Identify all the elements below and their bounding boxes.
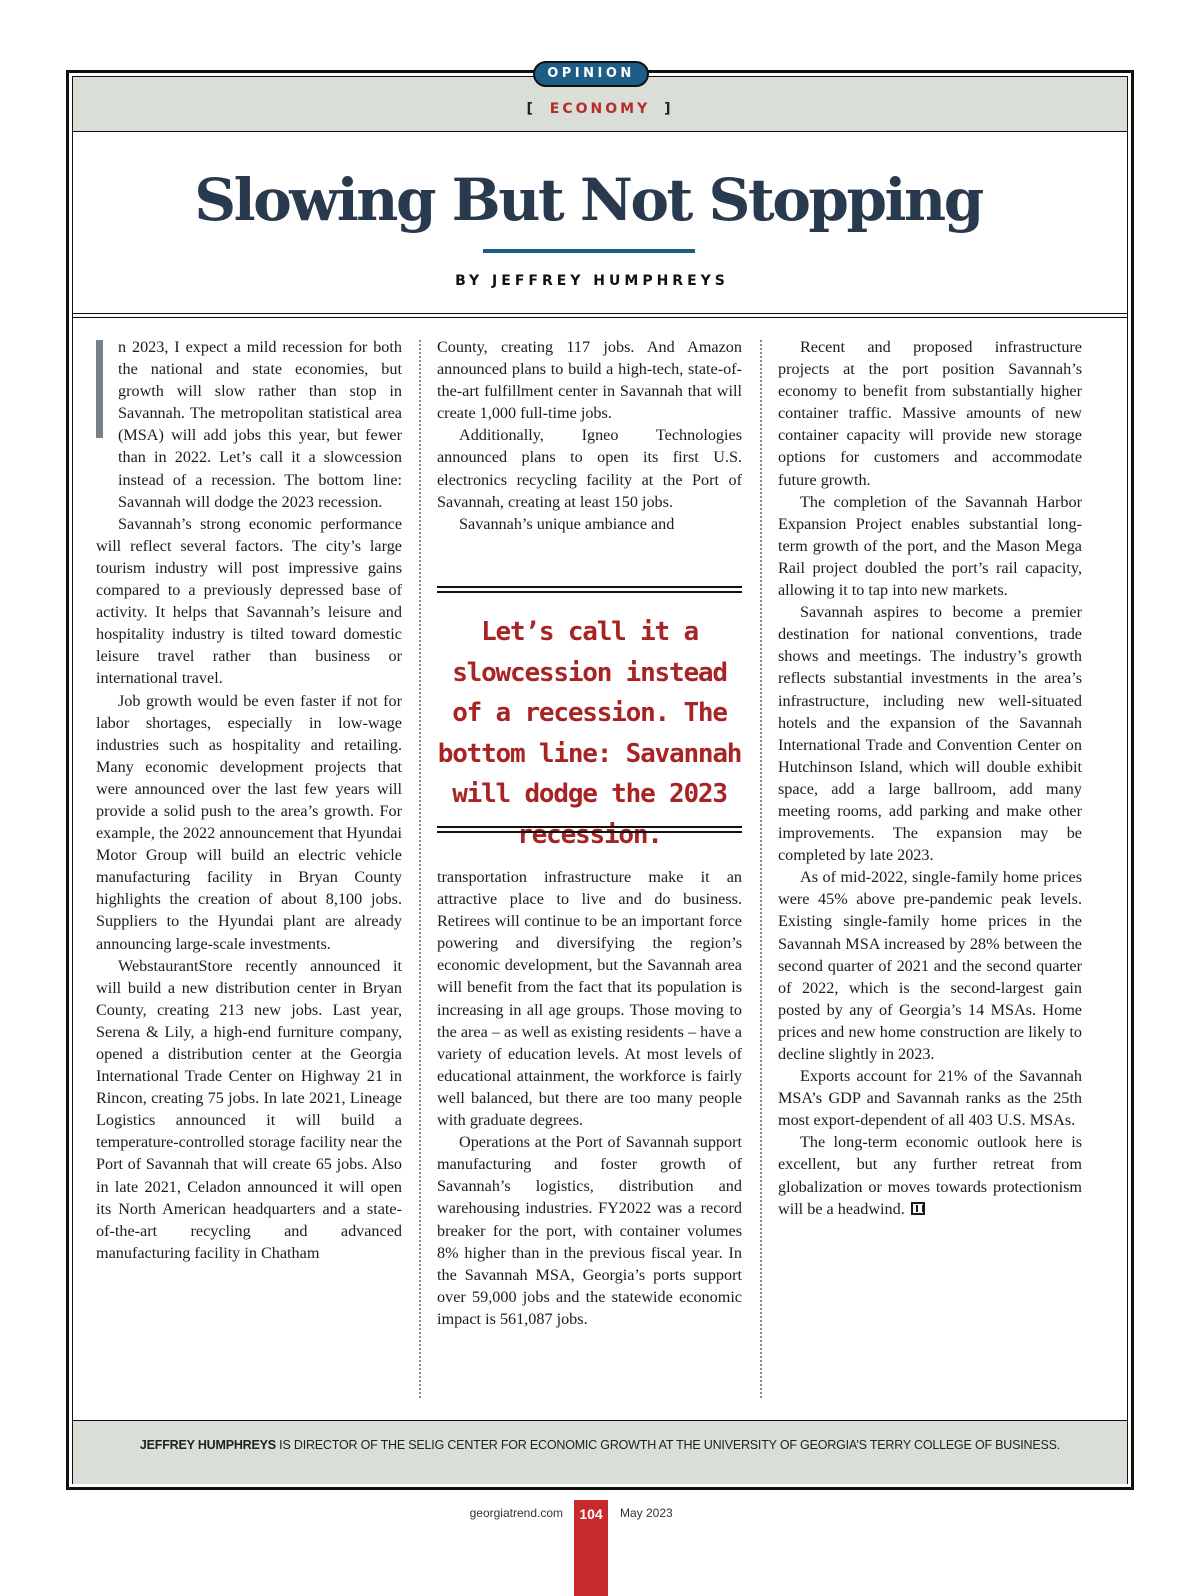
page-number: 104 [574, 1500, 608, 1596]
author-bio [73, 1438, 1127, 1452]
paragraph: Savannah aspires to become a premier destination for national conventions, trade shows and meetings. The industry’s growth reflects substantial investments in the area’s infrastructure, including new well-situated hotels and the expansion of the Savannah International Trade and Convention Center on Hutchinson Island, which will double exhibit space, add a large ballroom, add many meeting rooms, add parking and make other improvements. The expansion may be completed by late 2023. [778, 603, 1082, 865]
paragraph: n 2023, I expect a mild recession for both the national and state economies, but growth will slow rather than stop in Savannah. The metropolitan statistical area (MSA) will add jobs this year, but fewer than in 2022. Let’s call it a slowcession instead of a recession. The bottom line: Savannah will dodge the 2023 recession. [118, 338, 402, 511]
column-divider [419, 340, 421, 1398]
paragraph: As of mid-2022, single-family home prices were 45% above pre-pandemic peak levels. Existing single-family home prices in the Savannah MSA increased by 28% between the second quarter of 2021 and the second quarter of 2022, which is the second-largest gain posted by any of Georgia’s 14 MSAs. Home prices and new home construction are likely to decline slightly in 2023. [778, 868, 1082, 1063]
footer-site: georgiatrend.com [469, 1506, 563, 1520]
column-2-bottom [437, 866, 742, 1330]
body-top-rule-2 [73, 317, 1127, 318]
paragraph: Recent and proposed infrastructure projects at the port position Savannah’s economy to benefit from substantially higher container traffic. Massive amounts of new container capacity will provide new storage options for customers and accommodate future growth. [778, 338, 1082, 489]
byline: BY JEFFREY HUMPHREYS [455, 273, 729, 289]
pull-quote-rule-top [437, 586, 742, 593]
paragraph: Savannah’s strong economic performance will reflect several factors. The city’s large tourism industry will post impressive gains compared to a previously depressed base of activity. It helps that Savannah’s leisure and hospitality industry is tilted toward domestic leisure travel rather than business or international travel. [96, 514, 402, 688]
paragraph: WebstaurantStore recently announced it will build a new distribution center in Bryan County, creating 213 new jobs. Last year, Serena & Lily, a high-end furniture company, opened a distribution center at the Georgia International Trade Center on Highway 21 in Rincon, creating 75 jobs. In late 2021, Lineage Logistics announced it will build a temperature-controlled storage facility near the Port of Savannah that will create 65 jobs. Also in late 2021, Celadon announced it will open its North American headquarters and a state-of-the-art recycling and advanced manufacturing facility in Chatham [96, 956, 402, 1262]
paragraph: Exports account for 21% of the Savannah MSA’s GDP and Savannah ranks as the 25th most export-dependent of all 403 U.S. MSAs. [778, 1067, 1082, 1130]
paragraph: transportation infrastructure make it an attractive place to live and do business. Retirees will continue to be an important force powering and diversifying the region’s economic development, but the Savannah area will benefit from the fact that its population is increasing in all age groups. Those moving to the area – as well as existing residents – have a variety of education levels. At most levels of educational attainment, the workforce is fairly well balanced, but there are too many people with graduate degrees. [437, 868, 742, 1130]
pull-quote: Let’s call it a slowcession instead of a recession. The bottom line: Savannah will dodge the 2023 recession. [437, 617, 742, 850]
title-underline [483, 249, 695, 253]
body-top-rule [73, 313, 1127, 314]
opinion-badge: OPINION [533, 61, 649, 87]
paragraph: Operations at the Port of Savannah support manufacturing and foster growth of Savannah’s logistics, distribution and warehousing industries. FY2022 was a record breaker for the port, with container volumes 8% higher than in the previous fiscal year. In the Savannah MSA, Georgia’s ports support over 59,000 jobs and the statewide economic impact is 561,087 jobs. [437, 1133, 742, 1328]
bio-text: IS DIRECTOR OF THE SELIG CENTER FOR ECONOMIC GROWTH AT THE UNIVERSITY OF GEORGIA’S TERRY COLLEGE OF BUSINESS. [275, 1438, 1061, 1452]
page-footer [0, 1500, 1200, 1540]
bio-band [73, 1420, 1127, 1484]
section-bracket-open: [ [526, 101, 536, 117]
paragraph: Additionally, Igneo Technologies announced plans to open its first U.S. electronics recycling facility at the Port of Savannah, creating at least 150 jobs. [437, 426, 742, 511]
column-1 [96, 336, 402, 1264]
gt-end-mark-icon [911, 1202, 925, 1215]
paragraph: The completion of the Savannah Harbor Expansion Project enables substantial long-term growth of the port, and the Mason Mega Rail project doubled the port’s rail capacity, allowing it to tap into new markets. [778, 492, 1082, 600]
paragraph: Job growth would be even faster if not for labor shortages, especially in low-wage industries such as hospitality and retailing. Many economic development projects that were announced over the last few years will provide a solid push to the area’s growth. For example, the 2022 announcement that Hyundai Motor Group will build an electric vehicle manufacturing facility in Bryan County highlights the creation of about 8,100 jobs. Suppliers to the Hyundai plant are already announcing large-scale investments. [96, 691, 402, 953]
paragraph-last [778, 1131, 1082, 1219]
column-divider [760, 340, 762, 1398]
article-title: Slowing But Not Stopping [194, 166, 982, 234]
paragraph: County, creating 117 jobs. And Amazon announced plans to build a high-tech, state-of-the-art fulfillment center in Savannah that will create 1,000 full-time jobs. [437, 338, 742, 423]
column-2-top [437, 336, 742, 535]
footer-issue-date: May 2023 [620, 1506, 673, 1520]
bio-author-name: JEFFREY HUMPHREYS [139, 1438, 276, 1452]
paragraph-last-text: The long-term economic outlook here is excellent, but any further retreat from globalization or moves towards protectionism will be a headwind. [778, 1133, 1082, 1218]
section-tag [0, 101, 1200, 117]
column-3 [778, 336, 1082, 1220]
section-name: ECONOMY [549, 101, 651, 117]
pull-quote-rule-bottom [437, 826, 742, 833]
section-bracket-close: ] [664, 101, 674, 117]
paragraph: Savannah’s unique ambiance and [459, 514, 675, 533]
